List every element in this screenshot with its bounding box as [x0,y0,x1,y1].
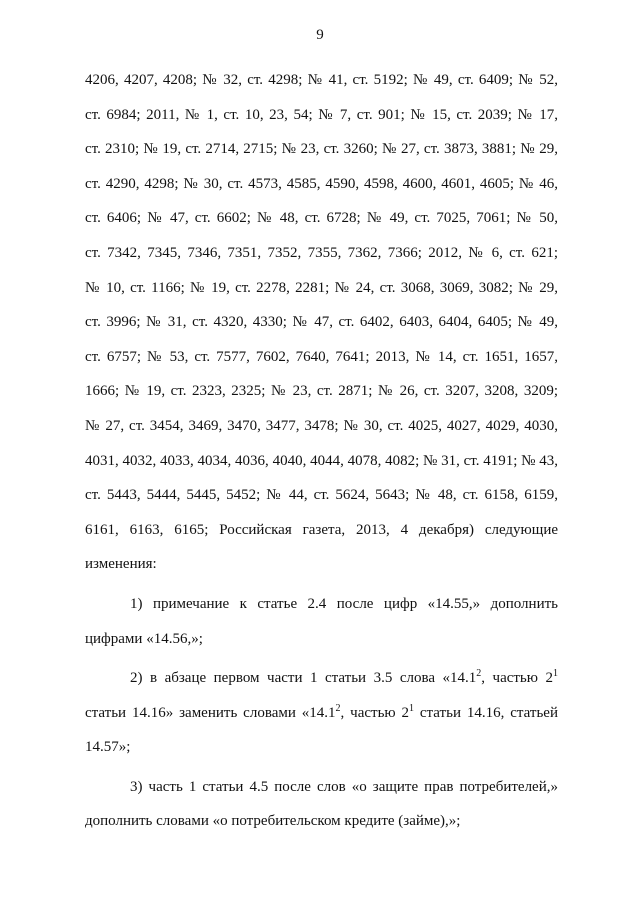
document-body [85,63,558,839]
citation-line: ст. 6984; 2011, № 1, ст. 10, 23, 54; № 7, ст. 901; № 15, ст. 2039; № 17, [85,106,558,123]
citation-line: изменения: [85,556,157,573]
citation-line: 4206, 4207, 4208; № 32, ст. 4298; № 41, ст. 5192; № 49, ст. 6409; № 52, [85,72,558,88]
citation-line: ст. 2310; № 19, ст. 2714, 2715; № 23, ст. 3260; № 27, ст. 3873, 3881; № 29, [85,141,558,158]
amendment-line: 2) в абзаце первом части 1 статьи 3.5 слова «14.1$^2$, частью $2^1$ [130,668,558,687]
citation-paragraph [85,63,558,582]
citation-line: ст. 5443, 5444, 5445, 5452; № 44, ст. 5624, 5643; № 48, ст. 6158, 6159, [85,487,558,504]
amendment-item-1 [85,587,558,656]
amendment-line: дополнить словами «о потребительском кредите (займе),»; [85,813,461,830]
amendment-item-2 [85,661,558,765]
citation-line: 4031, 4032, 4033, 4034, 4036, 4040, 4044, 4078, 4082; № 31, ст. 4191; № 43, [85,452,558,469]
amendment-line: 3) часть 1 статьи 4.5 после слов «о защите прав потребителей,» [130,778,558,795]
citation-line: ст. 6406; № 47, ст. 6602; № 48, ст. 6728; № 49, ст. 7025, 7061; № 50, [85,210,558,227]
citation-line: 1666; № 19, ст. 2323, 2325; № 23, ст. 2871; № 26, ст. 3207, 3208, 3209; [85,383,558,400]
superscript: 2 [476,668,482,680]
citation-line: № 10, ст. 1166; № 19, ст. 2278, 2281; № 24, ст. 3068, 3069, 3082; № 29, [85,279,558,296]
citation-line: 6161, 6163, 6165; Российская газета, 2013, 4 декабря) следующие [85,521,558,538]
superscript: 1 [553,668,558,680]
amendment-line: цифрами «14.56,»; [85,630,203,647]
page-number: 9 [316,27,324,43]
superscript: 2 [335,702,341,714]
citation-line: ст. 3996; № 31, ст. 4320, 4330; № 47, ст. 6402, 6403, 6404, 6405; № 49, [85,314,558,331]
citation-line: ст. 4290, 4298; № 30, ст. 4573, 4585, 4590, 4598, 4600, 4601, 4605; № 46, [85,175,558,192]
amendment-line: статьи 14.16» заменить словами «14.1$^2$, частью $2^1$ статьи 14.16, статьей [85,702,558,721]
superscript: 1 [409,702,414,714]
amendment-item-3 [85,770,558,839]
amendment-line: 14.57»; [85,739,131,756]
citation-line: ст. 7342, 7345, 7346, 7351, 7352, 7355, 7362, 7366; 2012, № 6, ст. 621; [85,244,558,261]
citation-line: ст. 6757; № 53, ст. 7577, 7602, 7640, 7641; 2013, № 14, ст. 1651, 1657, [85,348,558,365]
amendment-line: 1) примечание к статье 2.4 после цифр «14.55,» дополнить [130,595,558,612]
citation-line: № 27, ст. 3454, 3469, 3470, 3477, 3478; № 30, ст. 4025, 4027, 4029, 4030, [85,417,558,434]
